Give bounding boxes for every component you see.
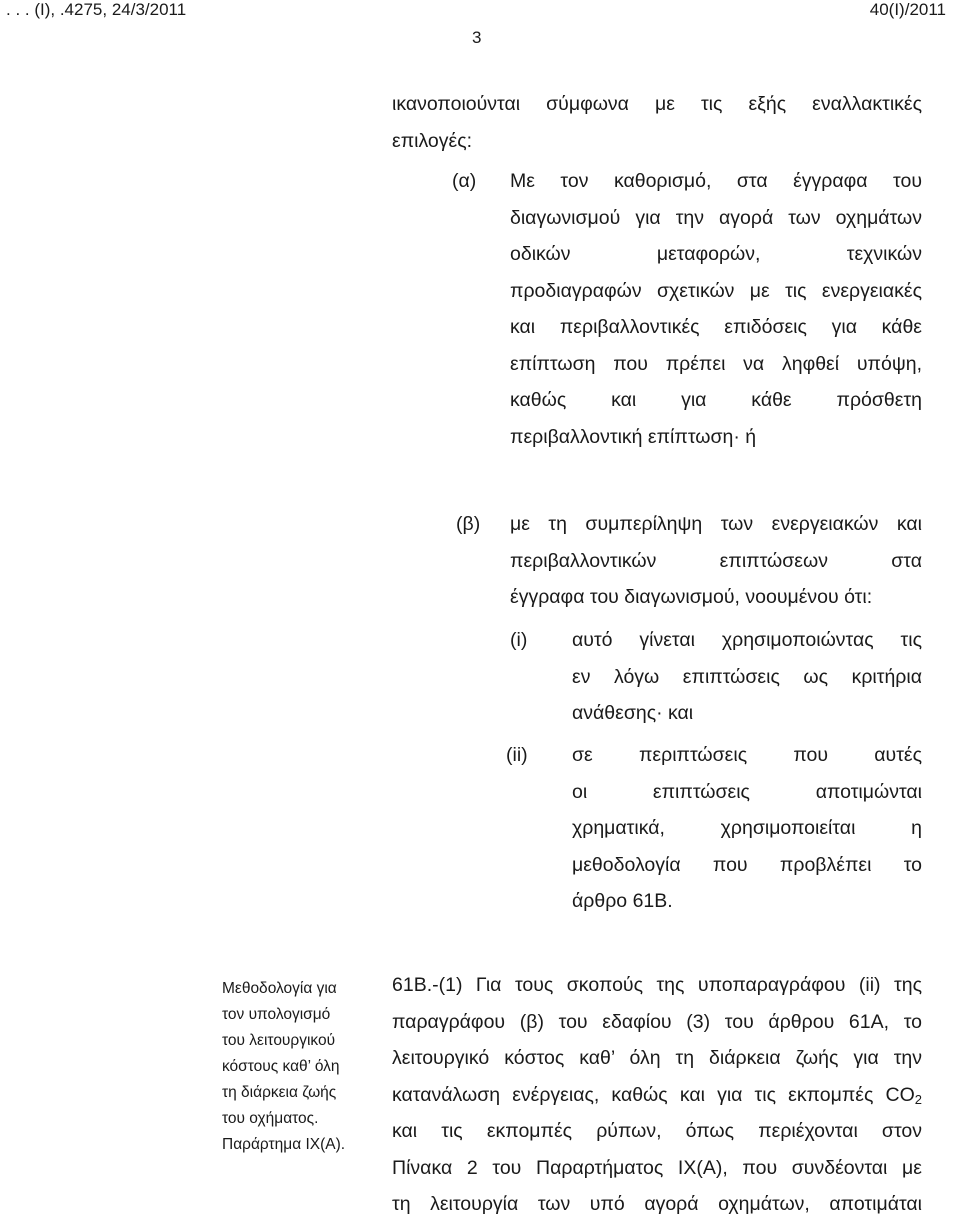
header-reference: . . . (Ι), .4275, 24/3/2011 xyxy=(6,0,187,19)
section-61b xyxy=(392,967,922,1223)
item-ii-line: σε περιπτώσεις που αυτές xyxy=(572,744,922,766)
item-a-line: προδιαγραφών σχετικών με τις ενεργειακές xyxy=(510,279,922,302)
margin-note xyxy=(222,976,345,1158)
item-ii-line: άρθρο 61Β. xyxy=(572,890,673,912)
item-i-line: ανάθεσης· και xyxy=(572,702,694,724)
item-a-line: περιβαλλοντική επίπτωση· ή xyxy=(510,425,757,448)
intro-paragraph xyxy=(392,86,922,159)
item-a-line: διαγωνισμού για την αγορά των οχημάτων xyxy=(510,206,922,229)
item-b-line: έγγραφα του διαγωνισμού, νοουμένου ότι: xyxy=(510,586,873,608)
section-61b-line: και τις εκπομπές ρύπων, όπως περιέχονται στον xyxy=(392,1120,922,1142)
item-b-label: (β) xyxy=(456,513,481,535)
section-61b-line: παραγράφου (β) του εδαφίου (3) του άρθρου 61Α, το xyxy=(392,1010,922,1033)
margin-note-line: Μεθοδολογία για xyxy=(222,980,337,997)
item-ii-line: οι επιπτώσεις αποτιμώνται xyxy=(572,780,922,803)
section-61b-line: τη λειτουργία των υπό αγορά οχημάτων, αποτιμάται xyxy=(392,1193,922,1215)
margin-note-line: του οχήματος. xyxy=(222,1110,319,1127)
section-61b-line: 61Β.-(1) Για τους σκοπούς της υποπαραγράφου (ii) της xyxy=(392,974,922,996)
item-ii-label: (ii) xyxy=(506,744,528,766)
intro-line: επιλογές: xyxy=(392,129,473,152)
item-i-line: αυτό γίνεται χρησιμοποιώντας τις xyxy=(572,629,922,651)
item-a-label: (α) xyxy=(452,170,477,192)
section-61b-line-co2 xyxy=(392,1077,922,1114)
section-61b-line: λειτουργικό κόστος καθ’ όλη τη διάρκεια ζωής για την xyxy=(392,1047,922,1069)
section-61b-line-text: κατανάλωση ενέργειας, καθώς και για τις εκπομπές CO xyxy=(392,1083,915,1106)
header-law-number: 40(Ι)/2011 xyxy=(869,0,946,19)
item-a-line: οδικών μεταφορών, τεχνικών xyxy=(510,243,922,265)
margin-note-line: κόστους καθ’ όλη xyxy=(222,1058,340,1075)
item-i-line: εν λόγω επιπτώσεις ως κριτήρια xyxy=(572,665,922,688)
intro-line: ικανοποιούνται σύμφωνα με τις εξής εναλλακτικές xyxy=(392,93,922,115)
item-ii-text xyxy=(572,737,922,920)
item-a-line: επίπτωση που πρέπει να ληφθεί υπόψη, xyxy=(510,352,922,375)
item-i-label: (i) xyxy=(510,629,528,651)
item-b-text xyxy=(510,506,922,616)
item-ii-line: χρηματικά, χρησιμοποιείται η xyxy=(572,817,922,839)
item-a-line: καθώς και για κάθε πρόσθετη xyxy=(510,389,922,411)
margin-note-line: τη διάρκεια ζωής xyxy=(222,1084,337,1101)
item-i-text xyxy=(572,622,922,732)
item-b-line: με τη συμπερίληψη των ενεργειακών και xyxy=(510,513,922,535)
co2-subscript: 2 xyxy=(914,1091,922,1107)
item-a-text xyxy=(510,163,922,455)
item-b-line: περιβαλλοντικών επιπτώσεων στα xyxy=(510,549,922,572)
section-61b-line: Πίνακα 2 του Παραρτήματος ΙΧ(Α), που συνδέονται με xyxy=(392,1156,922,1179)
page-number: 3 xyxy=(472,28,482,47)
margin-note-line: του λειτουργικού xyxy=(222,1032,336,1049)
item-a-line: Με τον καθορισμό, στα έγγραφα του xyxy=(510,170,922,192)
item-ii-line: μεθοδολογία που προβλέπει το xyxy=(572,853,922,876)
margin-note-line: τον υπολογισμό xyxy=(222,1006,331,1023)
margin-note-line: Παράρτημα ΙΧ(Α). xyxy=(222,1136,346,1153)
item-a-line: και περιβαλλοντικές επιδόσεις για κάθε xyxy=(510,316,922,338)
